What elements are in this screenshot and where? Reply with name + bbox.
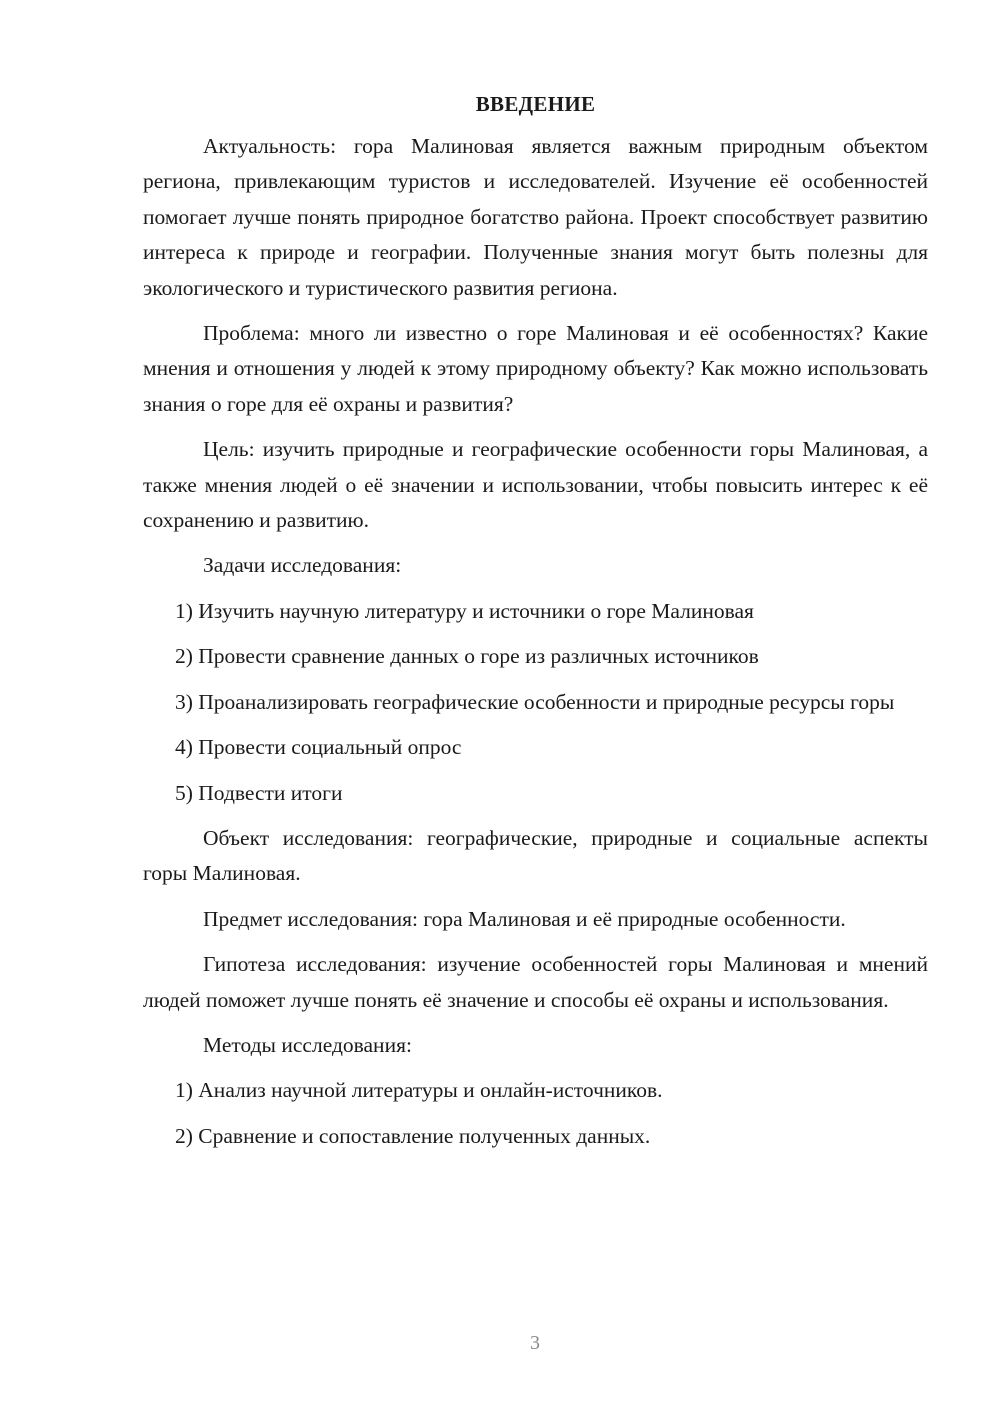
task-item-4: 4) Провести социальный опрос	[175, 735, 462, 760]
method-item-2: 2) Сравнение и сопоставление полученных данных.	[175, 1123, 651, 1148]
method-item-1: 1) Анализ научной литературы и онлайн-источников.	[175, 1078, 663, 1103]
task-item-5: 5) Подвести итоги	[175, 780, 343, 805]
methods-title: Методы исследования:	[203, 1032, 412, 1057]
page-content	[143, 92, 928, 1154]
task-item-1: 1) Изучить научную литературу и источники о горе Малиновая	[175, 598, 754, 623]
task-item-3: 3) Проанализировать географические особенности и природные ресурсы горы	[175, 689, 895, 714]
relevance-paragraph: Актуальность: гора Малиновая является важным природным объектом региона, привлекающим туристов и исследователей. Изучение её особенностей помогает лучше понять природное богатство района. Проект способствует развитию интереса к природе и географии. Полученные знания могут быть полезны для экологического и туристического развития региона.	[143, 134, 928, 300]
task-item-2: 2) Провести сравнение данных о горе из различных источников	[175, 644, 759, 669]
problem-paragraph: Проблема: много ли известно о горе Малиновая и её особенностях? Какие мнения и отношения у людей к этому природному объекту? Как можно использовать знания о горе для её охраны и развития?	[143, 321, 928, 416]
section-heading: ВВЕДЕНИЕ	[475, 92, 596, 116]
goal-paragraph: Цель: изучить природные и географические особенности горы Малиновая, а также мнения людей о её значении и использовании, чтобы повысить интерес к её сохранению и развитию.	[143, 437, 928, 533]
tasks-title: Задачи исследования:	[203, 553, 402, 578]
page-number: 3	[530, 1332, 540, 1354]
object-paragraph: Объект исследования: географические, природные и социальные аспекты горы Малиновая.	[143, 825, 928, 886]
hypothesis-paragraph: Гипотеза исследования: изучение особенностей горы Малиновая и мнений людей поможет лучше понять её значение и способы её охраны и использования.	[143, 952, 928, 1012]
subject-paragraph: Предмет исследования: гора Малиновая и её природные особенности.	[203, 906, 846, 931]
